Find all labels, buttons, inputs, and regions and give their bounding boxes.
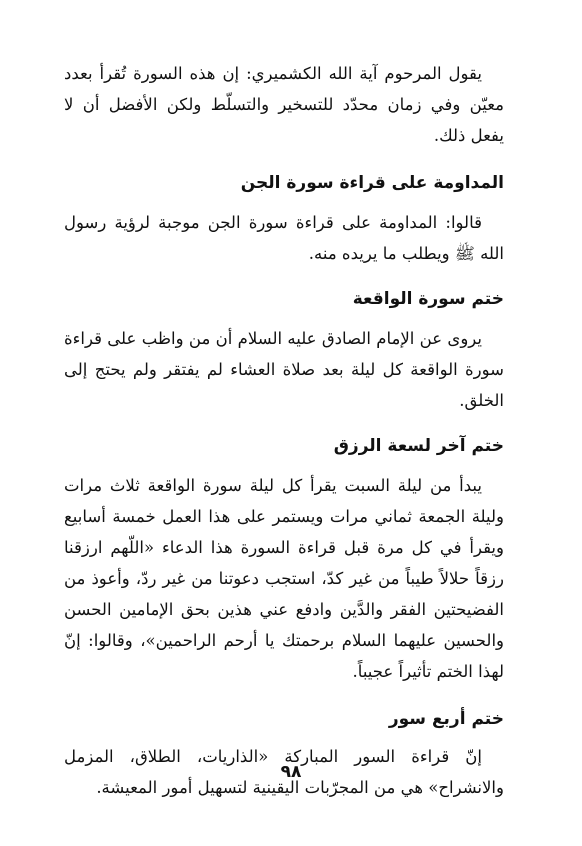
heading-surat-al-waqiah: ختم سورة الواقعة bbox=[352, 289, 504, 309]
heading-four-surahs: ختم أربع سور bbox=[388, 709, 504, 729]
page-number: ٩٨ bbox=[280, 762, 302, 782]
paragraph-provision-khatm: يبدأ من ليلة السبت يقرأ كل ليلة سورة الواقعة ثلاث مرات وليلة الجمعة ثماني مرات ويستمر على هذا العمل خمسة أسابيع ويقرأ في كل مرة قبل قراءة السورة هذا الدعاء «اللّهم ارزقنا رزقاً حلالاً طيباً من غير كدّ، استجب دعوتنا من غير ردّ، وأعوذ من الفضيحتين الفقر والدَّين وادفع عني هذين بحق الإمامين الحسن والحسين عليهما السلام برحمتك يا أرحم الراحمين»، وقالوا: إنّ لهذا الختم تأثيراً عجيباً. bbox=[64, 476, 504, 681]
heading-provision-khatm: ختم آخر لسعة الرزق bbox=[333, 436, 504, 456]
paragraph-surat-al-waqiah: يروى عن الإمام الصادق عليه السلام أن من واظب على قراءة سورة الواقعة كل ليلة بعد صلاة العشاء لم يفتقر ولم يحتج إلى الخلق. bbox=[64, 329, 504, 410]
page-body bbox=[64, 56, 504, 803]
paragraph-kashmiri-note: يقول المرحوم آية الله الكشميري: إن هذه السورة تُقرأ بعدد معيّن وفي زمان محدّد للتسخير والتسلّط ولكن الأفضل أن لا يفعل ذلك. bbox=[64, 64, 504, 145]
paragraph-four-surahs: إنّ قراءة السور المباركة «الذاريات، الطلاق، المزمل والانشراح» هي من المجرّبات اليقينية لتسهيل أمور المعيشة. bbox=[64, 747, 504, 797]
paragraph-surat-al-jinn: قالوا: المداومة على قراءة سورة الجن موجبة لرؤية رسول الله ﷺ ويطلب ما يريده منه. bbox=[64, 213, 504, 263]
heading-surat-al-jinn: المداومة على قراءة سورة الجن bbox=[240, 173, 504, 193]
